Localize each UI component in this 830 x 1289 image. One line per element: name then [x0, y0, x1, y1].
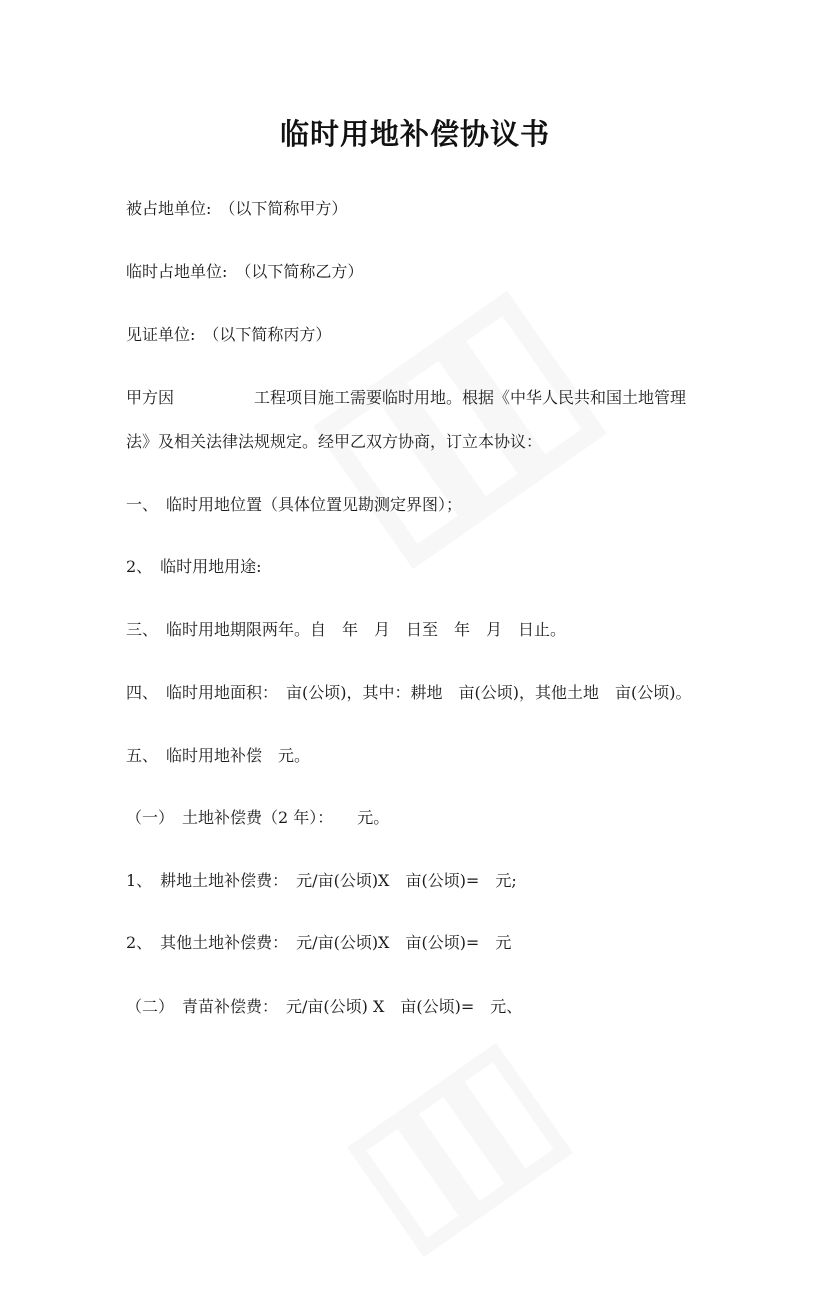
watermark-logo-2 [321, 1011, 600, 1289]
party-b-line: 临时占地单位: （以下简称乙方） [126, 262, 364, 281]
document-title: 临时用地补偿协议书 [279, 117, 550, 151]
clause-2-purpose: 2、 临时用地用途: [126, 557, 262, 576]
party-c-line: 见证单位: （以下简称丙方） [126, 325, 332, 344]
intro-line-2: 法》及相关法律法规规定。经甲乙双方协商，订立本协议： [126, 432, 543, 451]
clause-4-area: 四、 临时用地面积： 亩(公顷)，其中：耕地 亩(公顷)，其他土地 亩(公顷)。 [126, 683, 692, 702]
sub-clause-crop-compensation: （二） 青苗补偿费： 元/亩(公顷) X 亩(公顷)= 元、 [126, 997, 523, 1016]
sub-item-farmland-fee: 1、 耕地土地补偿费： 元/亩(公顷)X 亩(公顷)= 元; [126, 871, 517, 890]
sub-clause-land-compensation: （一） 土地补偿费（2 年）： 元。 [126, 808, 390, 827]
party-a-line: 被占地单位: （以下简称甲方） [126, 199, 348, 218]
sub-item-other-land-fee: 2、 其他土地补偿费： 元/亩(公顷)X 亩(公顷)= 元 [126, 933, 512, 952]
clause-3-term: 三、 临时用地期限两年。自 年 月 日至 年 月 日止。 [126, 620, 567, 639]
intro-line-1: 甲方因 工程项目施工需要临时用地。根据《中华人民共和国土地管理 [126, 388, 687, 407]
watermark-logo [279, 249, 641, 611]
clause-5-compensation: 五、 临时用地补偿 元。 [126, 746, 311, 765]
clause-1-location: 一、 临时用地位置（具体位置见勘测定界图）； [126, 495, 463, 514]
